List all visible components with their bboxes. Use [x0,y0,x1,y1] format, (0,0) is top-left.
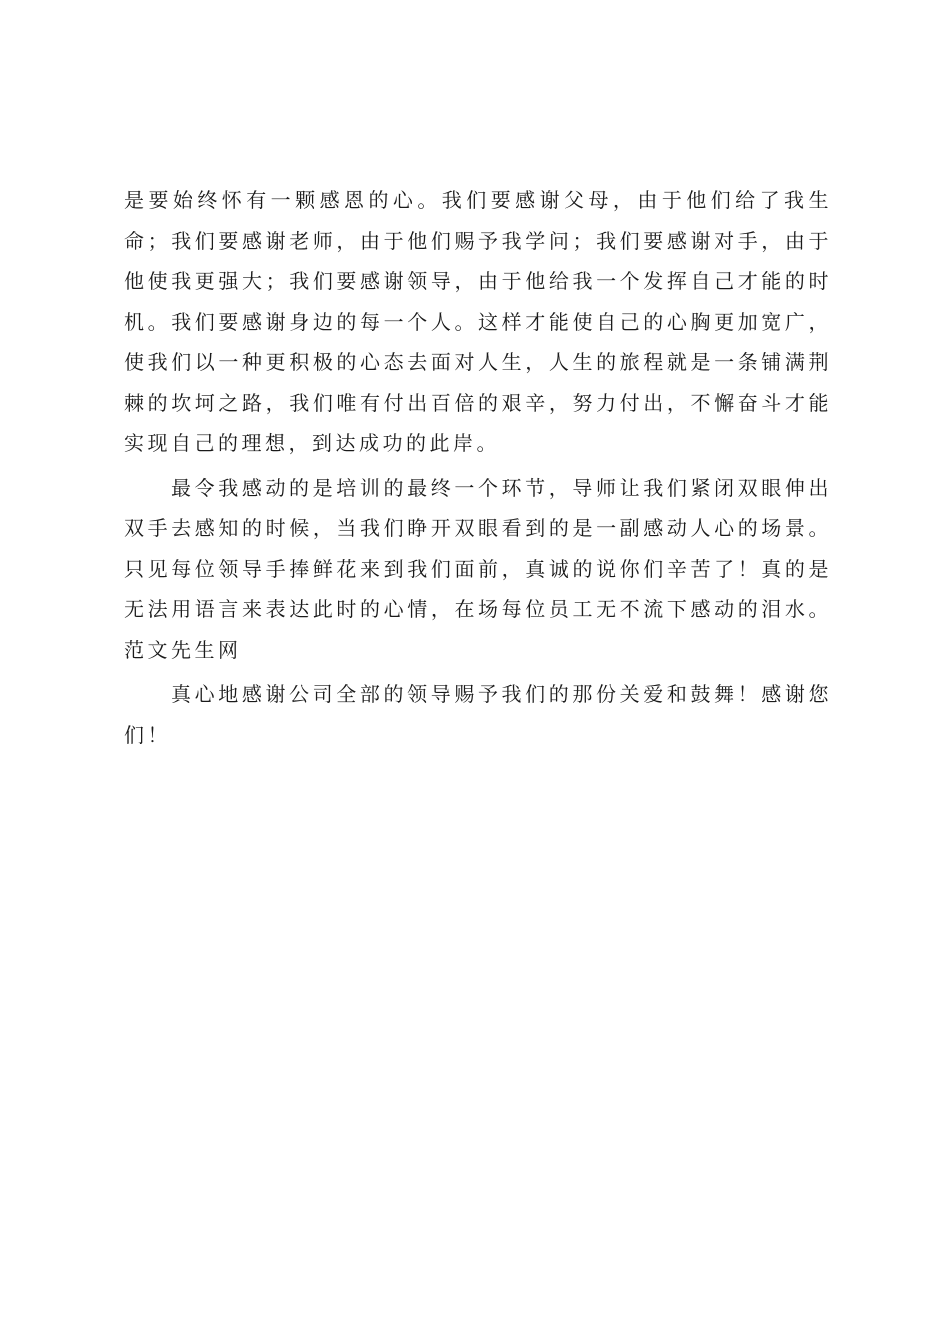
document-body [124,180,832,755]
paragraph-2: 最令我感动的是培训的最终一个环节，导师让我们紧闭双眼伸出双手去感知的时候，当我们睁开双眼看到的是一副感动人心的场景。只见每位领导手捧鲜花来到我们面前，真诚的说你们辛苦了！真的是无法用语言来表达此时的心情，在场每位员工无不流下感动的泪水。范文先生网 [124,475,832,662]
paragraph-3: 真心地感谢公司全部的领导赐予我们的那份关爱和鼓舞！感谢您们！ [124,682,832,747]
paragraph-1: 是要始终怀有一颗感恩的心。我们要感谢父母，由于他们给了我生命；我们要感谢老师，由于他们赐予我学问；我们要感谢对手，由于他使我更强大；我们要感谢领导，由于他给我一个发挥自己才能的时机。我们要感谢身边的每一个人。这样才能使自己的心胸更加宽广，使我们以一种更积极的心态去面对人生，人生的旅程就是一条铺满荆棘的坎坷之路，我们唯有付出百倍的艰辛，努力付出，不懈奋斗才能实现自己的理想，到达成功的此岸。 [124,188,832,455]
